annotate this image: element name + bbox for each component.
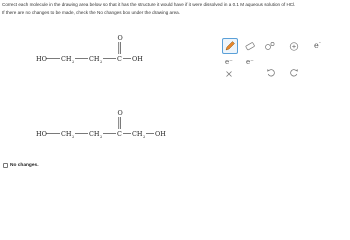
no-changes-label: No changes. [10, 163, 39, 168]
mol1-ch2a: CH [61, 55, 72, 63]
mol2-c: C [117, 130, 122, 138]
molecule-2[interactable] [36, 109, 166, 139]
mol1-oh: OH [132, 55, 143, 63]
mol1-ch2b-sub: 2 [100, 60, 103, 64]
svg-text:e: e [314, 41, 319, 50]
instructions [2, 1, 348, 18]
mol2-ch2a: CH [61, 130, 72, 138]
mol2-oh: OH [155, 130, 166, 138]
undo-icon[interactable] [265, 65, 277, 77]
atom-map-icon[interactable] [264, 39, 276, 51]
svg-text:-: - [319, 40, 321, 46]
mol2-ch2b: CH [89, 130, 100, 138]
electron-pair-icon[interactable] [310, 38, 324, 52]
mol1-carbonyl-o: O [117, 34, 123, 42]
close-icon[interactable] [224, 66, 234, 76]
mol2-ch2a-sub: 2 [72, 135, 75, 139]
positive-charge-icon[interactable] [288, 39, 300, 51]
negative-charge-icon[interactable] [223, 53, 235, 66]
pencil-icon[interactable] [222, 38, 238, 54]
no-changes-checkbox[interactable] [3, 163, 8, 168]
instruction-line-2: If there are no changes to be made, check the No changes box under the drawing area. [2, 10, 180, 16]
no-changes-option[interactable] [3, 163, 39, 168]
svg-text:e⁻: e⁻ [246, 58, 254, 66]
mol2-carbonyl-o: O [117, 109, 123, 117]
mol2-ch2b-sub: 2 [100, 135, 103, 139]
mol2-ch2c: CH [132, 130, 143, 138]
mol1-ch2a-sub: 2 [72, 60, 75, 64]
radical-icon[interactable] [244, 53, 256, 66]
mol2-ch2c-sub: 2 [143, 135, 146, 139]
drawing-toolbar [222, 38, 341, 80]
mol1-ho: HO [36, 55, 47, 63]
mol1-ch2b: CH [89, 55, 100, 63]
mol1-c: C [117, 55, 122, 63]
mol2-ho: HO [36, 130, 47, 138]
svg-text:e⁻: e⁻ [225, 58, 233, 66]
redo-icon[interactable] [288, 65, 300, 77]
instruction-line-1: Correct each molecule in the drawing area below so that it has the structure it would have if it were dissolved in a 0.1 M aqueous solution of HCl. [2, 2, 296, 7]
eraser-icon[interactable] [244, 39, 256, 51]
molecule-1[interactable] [36, 34, 143, 64]
